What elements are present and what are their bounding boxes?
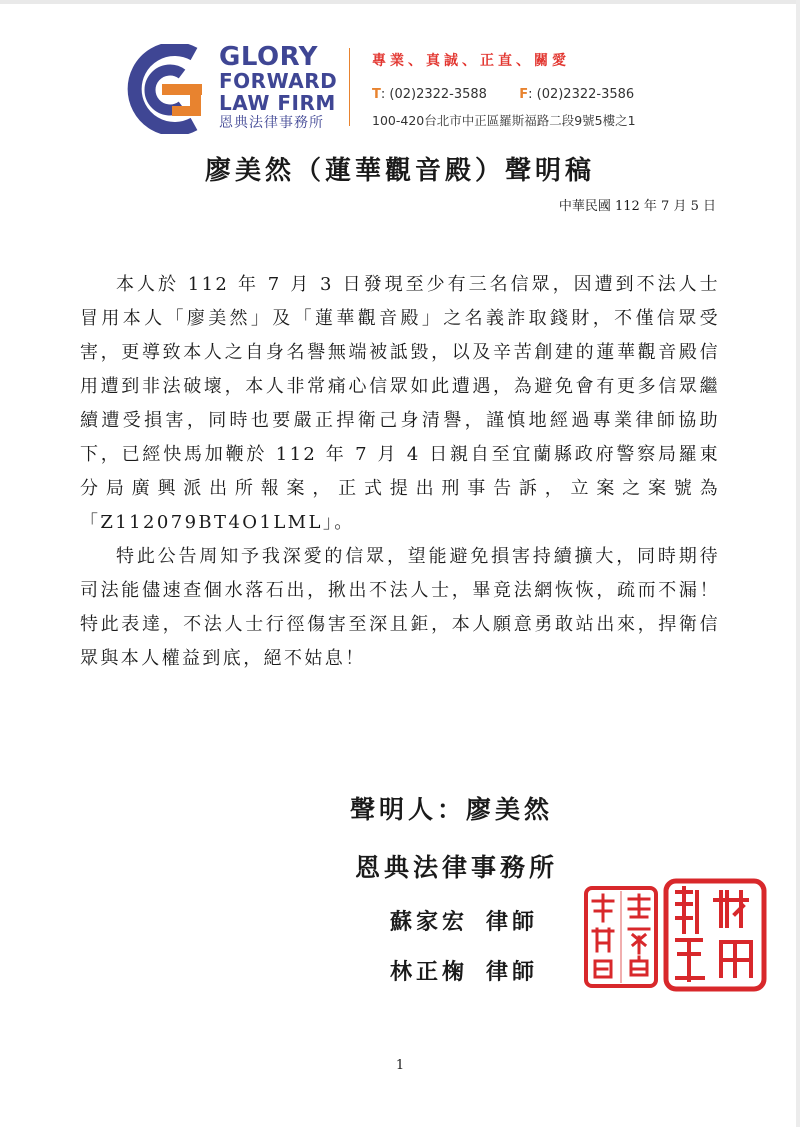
lawyer-seal-stamp-icon [663,878,767,992]
firm-name-en-3: LAW FIRM [219,91,336,115]
firm-logo-icon [116,44,212,134]
firm-tagline: 專業、真誠、正直、關愛 [372,53,570,69]
firm-name-en-2: FORWARD [219,69,338,93]
document-title: 廖美然（蓮華觀音殿）聲明稿 [204,156,595,186]
fax-number: : (02)2322-3586 [528,87,635,102]
contact-line [372,87,634,102]
firm-name-cn: 恩典法律事務所 [219,115,324,131]
lawyer-name: 林正椈 [390,959,469,985]
lawyer-title: 律師 [486,909,539,935]
lawyer-name: 蘇家宏 [390,909,469,935]
letterhead-divider [349,48,350,126]
fax-label: F [519,87,529,102]
tel-label: T [372,87,381,102]
page-number: 1 [395,1058,405,1073]
scan-edge [0,0,800,4]
paragraph: 本人於 112 年 7 月 3 日發現至少有三名信眾，因遭到不法人士冒用本人「廖美然」及「蓮華觀音殿」之名義詐取錢財，不僅信眾受害，更導致本人之自身名譽無端被詆毀，以及辛苦創建的蓮華觀音殿信用遭到非法破壞，本人非常痛心信眾如此遭遇，為避免會有更多信眾繼續遭受損害，同時也要嚴正捍衛己身清譽，謹慎地經過專業律師協助下，已經快馬加鞭於 112 年 7 月 4 日親自至宜蘭縣政府警察局羅東分局廣興派出所報案，正式提出刑事告訴，立案之案號為「Z112079BT4O1LML」。 [80,274,720,533]
lawyer-signature [390,905,538,936]
firm-signature: 恩典法律事務所 [355,853,559,882]
lawyer-signature [390,955,538,986]
firm-address: 100-420台北市中正區羅斯福路二段9號5樓之1 [372,113,636,128]
document-date: 中華民國 112 年 7 月 5 日 [558,199,716,214]
lawyer-title: 律師 [486,959,539,985]
lawyer-seal-stamp-icon [583,885,659,989]
declarant-signature: 聲明人：廖美然 [350,795,554,824]
firm-name-en-1: GLORY [219,42,319,72]
firm-name [219,44,337,132]
paragraph: 特此公告周知予我深愛的信眾，望能避免損害持續擴大，同時期待司法能儘速查個水落石出，揪出不法人士，畢竟法網恢恢，疏而不漏！特此表達，不法人士行徑傷害至深且鉅，本人願意勇敢站出來，捍衛信眾與本人權益到底，絕不姑息！ [80,546,720,669]
tel-number: : (02)2322-3588 [380,87,487,102]
statement-body [80,268,720,676]
